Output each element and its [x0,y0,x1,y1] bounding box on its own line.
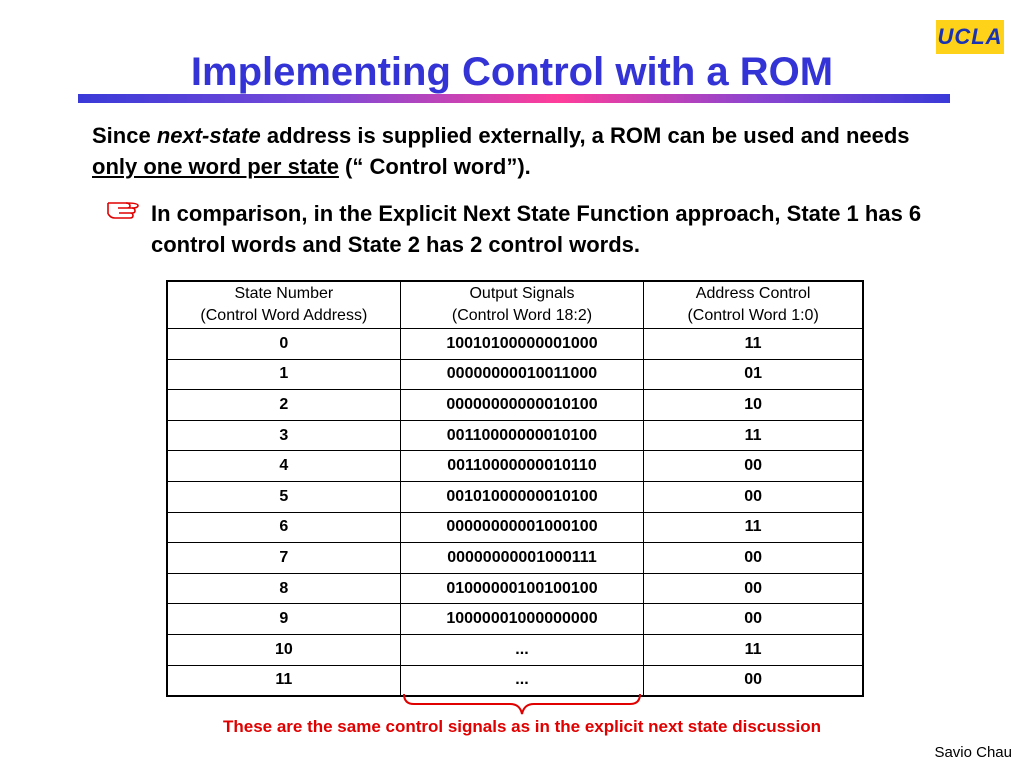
footnote-red: These are the same control signals as in the explicit next state discussion [222,717,822,736]
table-row [167,604,863,635]
address-control-cell: 00 [644,543,863,574]
header-output-signals-line1: Output Signals [469,285,575,302]
address-control-cell: 00 [644,481,863,512]
table-row [167,634,863,665]
state-cell: 9 [167,604,400,635]
state-cell: 0 [167,329,400,360]
bullet-text: In comparison, in the Explicit Next State Function approach, State 1 has 6 control words and State 2 has 2 control words. [151,201,922,257]
state-cell: 4 [167,451,400,482]
state-cell: 11 [167,665,400,696]
state-cell: 5 [167,481,400,512]
output-signals-cell: 01000000100100100 [400,573,644,604]
intro-emphasis: next-state [156,123,261,148]
output-signals-cell: 10010100000001000 [400,329,644,360]
header-state-number [167,281,400,329]
curly-brace-icon [402,692,642,716]
header-address-control [644,281,863,329]
address-control-cell: 00 [644,665,863,696]
state-cell: 2 [167,390,400,421]
table-row [167,481,863,512]
address-control-cell: 00 [644,451,863,482]
pointing-hand-icon [106,194,140,220]
table-row [167,359,863,390]
table-row [167,512,863,543]
output-signals-cell: ... [400,665,644,696]
header-output-signals-line2: (Control Word 18:2) [451,307,593,324]
output-signals-cell: 00110000000010110 [400,451,644,482]
rom-table [166,280,864,697]
author-name: Savio Chau [934,744,1012,761]
table-row [167,573,863,604]
state-cell: 8 [167,573,400,604]
address-control-cell: 10 [644,390,863,421]
state-cell: 3 [167,420,400,451]
intro-paragraph [92,120,952,182]
header-state-number-line1: State Number [234,285,334,302]
output-signals-cell: 00000000000010100 [400,390,644,421]
address-control-cell: 01 [644,359,863,390]
address-control-cell: 00 [644,573,863,604]
table-row [167,543,863,574]
address-control-cell: 11 [644,329,863,360]
slide-title: Implementing Control with a ROM [190,50,834,94]
address-control-cell: 11 [644,512,863,543]
address-control-cell: 11 [644,634,863,665]
header-output-signals [400,281,644,329]
intro-underlined: only one word per state [92,154,339,179]
table-row [167,390,863,421]
table-row [167,329,863,360]
state-cell: 7 [167,543,400,574]
header-address-control-line1: Address Control [695,285,811,302]
intro-text-part2: address is supplied externally, a ROM can be used and needs [260,123,910,148]
header-address-control-line2: (Control Word 1:0) [687,307,819,324]
output-signals-cell: ... [400,634,644,665]
title-underline-bar [78,94,950,103]
output-signals-cell: 00000000001000100 [400,512,644,543]
intro-text-part1: Since [92,123,157,148]
header-state-number-line2: (Control Word Address) [200,307,368,324]
address-control-cell: 11 [644,420,863,451]
output-signals-cell: 00000000001000111 [400,543,644,574]
address-control-cell: 00 [644,604,863,635]
state-cell: 1 [167,359,400,390]
table-row [167,451,863,482]
output-signals-cell: 00101000000010100 [400,481,644,512]
state-cell: 10 [167,634,400,665]
ucla-logo: UCLA [936,20,1004,54]
output-signals-cell: 00000000010011000 [400,359,644,390]
table-row [167,420,863,451]
output-signals-cell: 00110000000010100 [400,420,644,451]
output-signals-cell: 10000001000000000 [400,604,644,635]
state-cell: 6 [167,512,400,543]
intro-text-part3: (“ Control word”). [338,154,531,179]
table-header-row [167,281,863,329]
